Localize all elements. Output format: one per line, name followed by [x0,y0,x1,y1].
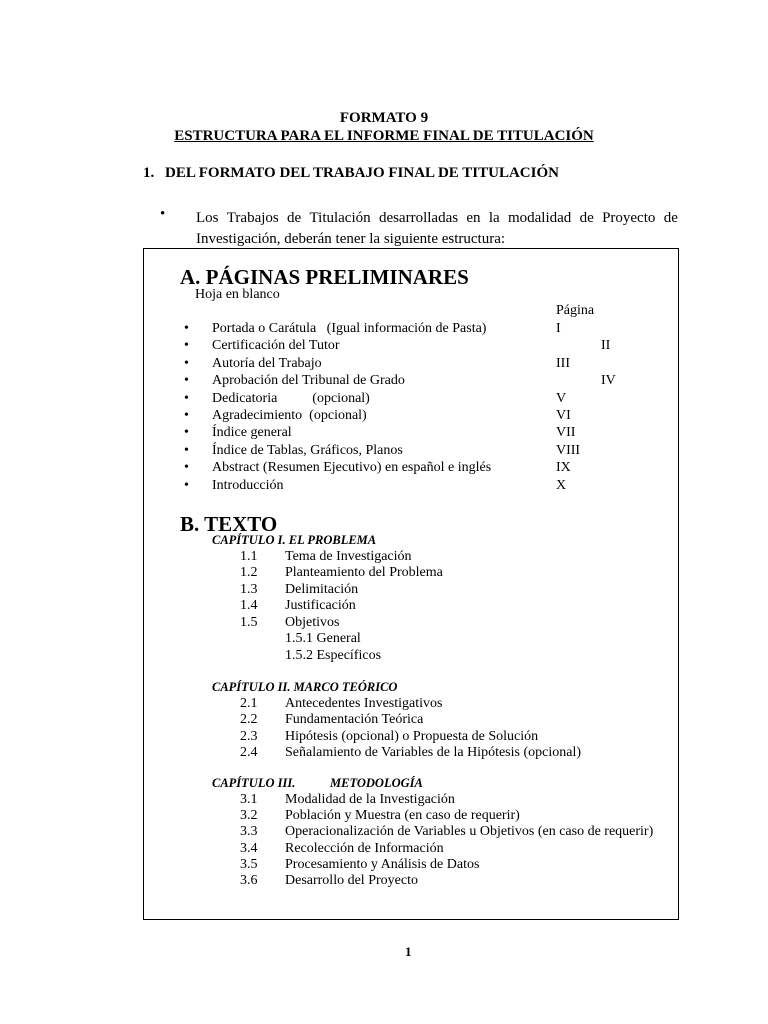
preliminary-item-page: II [601,338,611,353]
intro-word: en [466,210,481,226]
chapter-item-text: Hipótesis (opcional) o Propuesta de Solución [285,729,539,744]
intro-word: Trabajos [226,210,279,226]
preliminary-item-page: X [556,478,567,493]
intro-word: modalidad [507,210,572,226]
chapter-1-title: CAPÍTULO I. EL PROBLEMA [212,533,377,547]
chapter-item-text: Población y Muestra (en caso de requerir) [285,808,520,823]
bullet-icon: • [184,356,189,371]
preliminary-item-page: III [556,356,570,371]
chapter-item-text: Señalamiento de Variables de la Hipótesis (opcional) [285,745,581,760]
chapter-item-number: 1.4 [240,598,258,613]
page-number: 1 [405,944,412,959]
chapter-item-number: 3.2 [240,808,258,823]
document-title: FORMATO 9 [339,110,429,126]
bullet-icon: • [184,408,189,423]
preliminary-item-page: IX [556,460,571,475]
chapter-item-number: 1.2 [240,565,258,580]
preliminary-item-label: Autoría del Trabajo [212,356,322,371]
preliminary-item-page: VI [556,408,571,423]
preliminary-item-page: IV [601,373,616,388]
chapter-item-number: 2.2 [240,712,258,727]
bullet-icon: • [184,321,189,336]
bullet-icon: • [184,425,189,440]
chapter-item-text: Justificación [285,598,356,613]
preliminary-item-label: Agradecimiento (opcional) [212,408,367,423]
preliminary-item-label: Aprobación del Tribunal de Grado [212,373,405,388]
chapter-item-number: 1.5 [240,615,258,630]
section-title: DEL FORMATO DEL TRABAJO FINAL DE TITULACIÓN [165,165,559,181]
preliminary-item-label: Índice general [212,425,292,440]
preliminary-item-page: V [556,391,567,406]
preliminary-item-page: I [556,321,561,336]
bullet-icon: • [184,338,189,353]
part-b-heading: B. TEXTO [180,512,278,536]
chapter-item-text: Tema de Investigación [285,549,412,564]
preliminary-item-label: Abstract (Resumen Ejecutivo) en español e inglés [212,460,492,475]
chapter-item-number: 2.1 [240,696,258,711]
chapter-2-title: CAPÍTULO II. MARCO TEÓRICO [212,680,398,694]
bullet-icon: • [184,391,189,406]
intro-word: de [579,210,594,226]
structure-box [143,248,679,920]
intro-word: la [488,210,500,226]
chapter-item-number: 2.3 [240,729,258,744]
preliminary-item-label: Índice de Tablas, Gráficos, Planos [212,443,403,458]
intro-word: desarrolladas [378,210,459,226]
intro-word: Los [196,210,219,226]
bullet-icon: • [184,478,189,493]
page-column-header: Página [556,303,595,318]
chapter-item-number: 3.5 [240,857,258,872]
preliminary-item-label: Portada o Carátula (Igual información de Pasta) [212,321,487,336]
bullet-icon: • [184,460,189,475]
chapter-item-text: Antecedentes Investigativos [285,696,443,711]
chapter-item-text: Fundamentación Teórica [285,712,424,727]
chapter-1-subitem: 1.5.2 Específicos [285,648,382,663]
intro-word: de [287,210,302,226]
chapter-item-text: Desarrollo del Proyecto [285,873,418,888]
intro-bullet: • [160,206,166,222]
chapter-item-text: Modalidad de la Investigación [285,792,455,807]
preliminary-item-page: VIII [556,443,581,458]
document-subtitle: ESTRUCTURA PARA EL INFORME FINAL DE TITULACIÓN [174,128,594,144]
intro-word: Titulación [309,210,371,226]
bullet-icon: • [184,443,189,458]
chapter-item-number: 3.6 [240,873,258,888]
chapter-item-number: 2.4 [240,745,258,760]
chapter-item-number: 3.3 [240,824,258,839]
chapter-item-text: Operacionalización de Variables u Objetivos (en caso de requerir) [285,824,654,839]
chapter-3-title-right: METODOLOGÍA [330,776,423,790]
intro-paragraph-line2: Investigación, deberán tener la siguiente estructura: [196,231,506,247]
preliminary-item-label: Dedicatoria (opcional) [212,391,370,406]
blank-page-label: Hoja en blanco [195,287,280,302]
chapter-item-number: 1.3 [240,582,258,597]
chapter-item-number: 1.1 [240,549,258,564]
chapter-3-title: CAPÍTULO III. [212,776,296,790]
chapter-item-number: 3.4 [240,841,258,856]
section-number: 1. [143,165,155,181]
preliminary-item-label: Introducción [212,478,284,493]
preliminary-item-page: VII [556,425,576,440]
bullet-icon: • [184,373,189,388]
chapter-1-subitem: 1.5.1 General [285,631,361,646]
part-a-heading: A. PÁGINAS PRELIMINARES [180,265,469,289]
chapter-item-text: Delimitación [285,582,359,597]
preliminary-item-label: Certificación del Tutor [212,338,340,353]
intro-word: de [663,210,678,226]
chapter-item-text: Planteamiento del Problema [285,565,443,580]
chapter-item-text: Procesamiento y Análisis de Datos [285,857,480,872]
intro-word: Proyecto [602,210,656,226]
chapter-item-number: 3.1 [240,792,258,807]
chapter-item-text: Recolección de Información [285,841,444,856]
chapter-item-text: Objetivos [285,615,340,630]
